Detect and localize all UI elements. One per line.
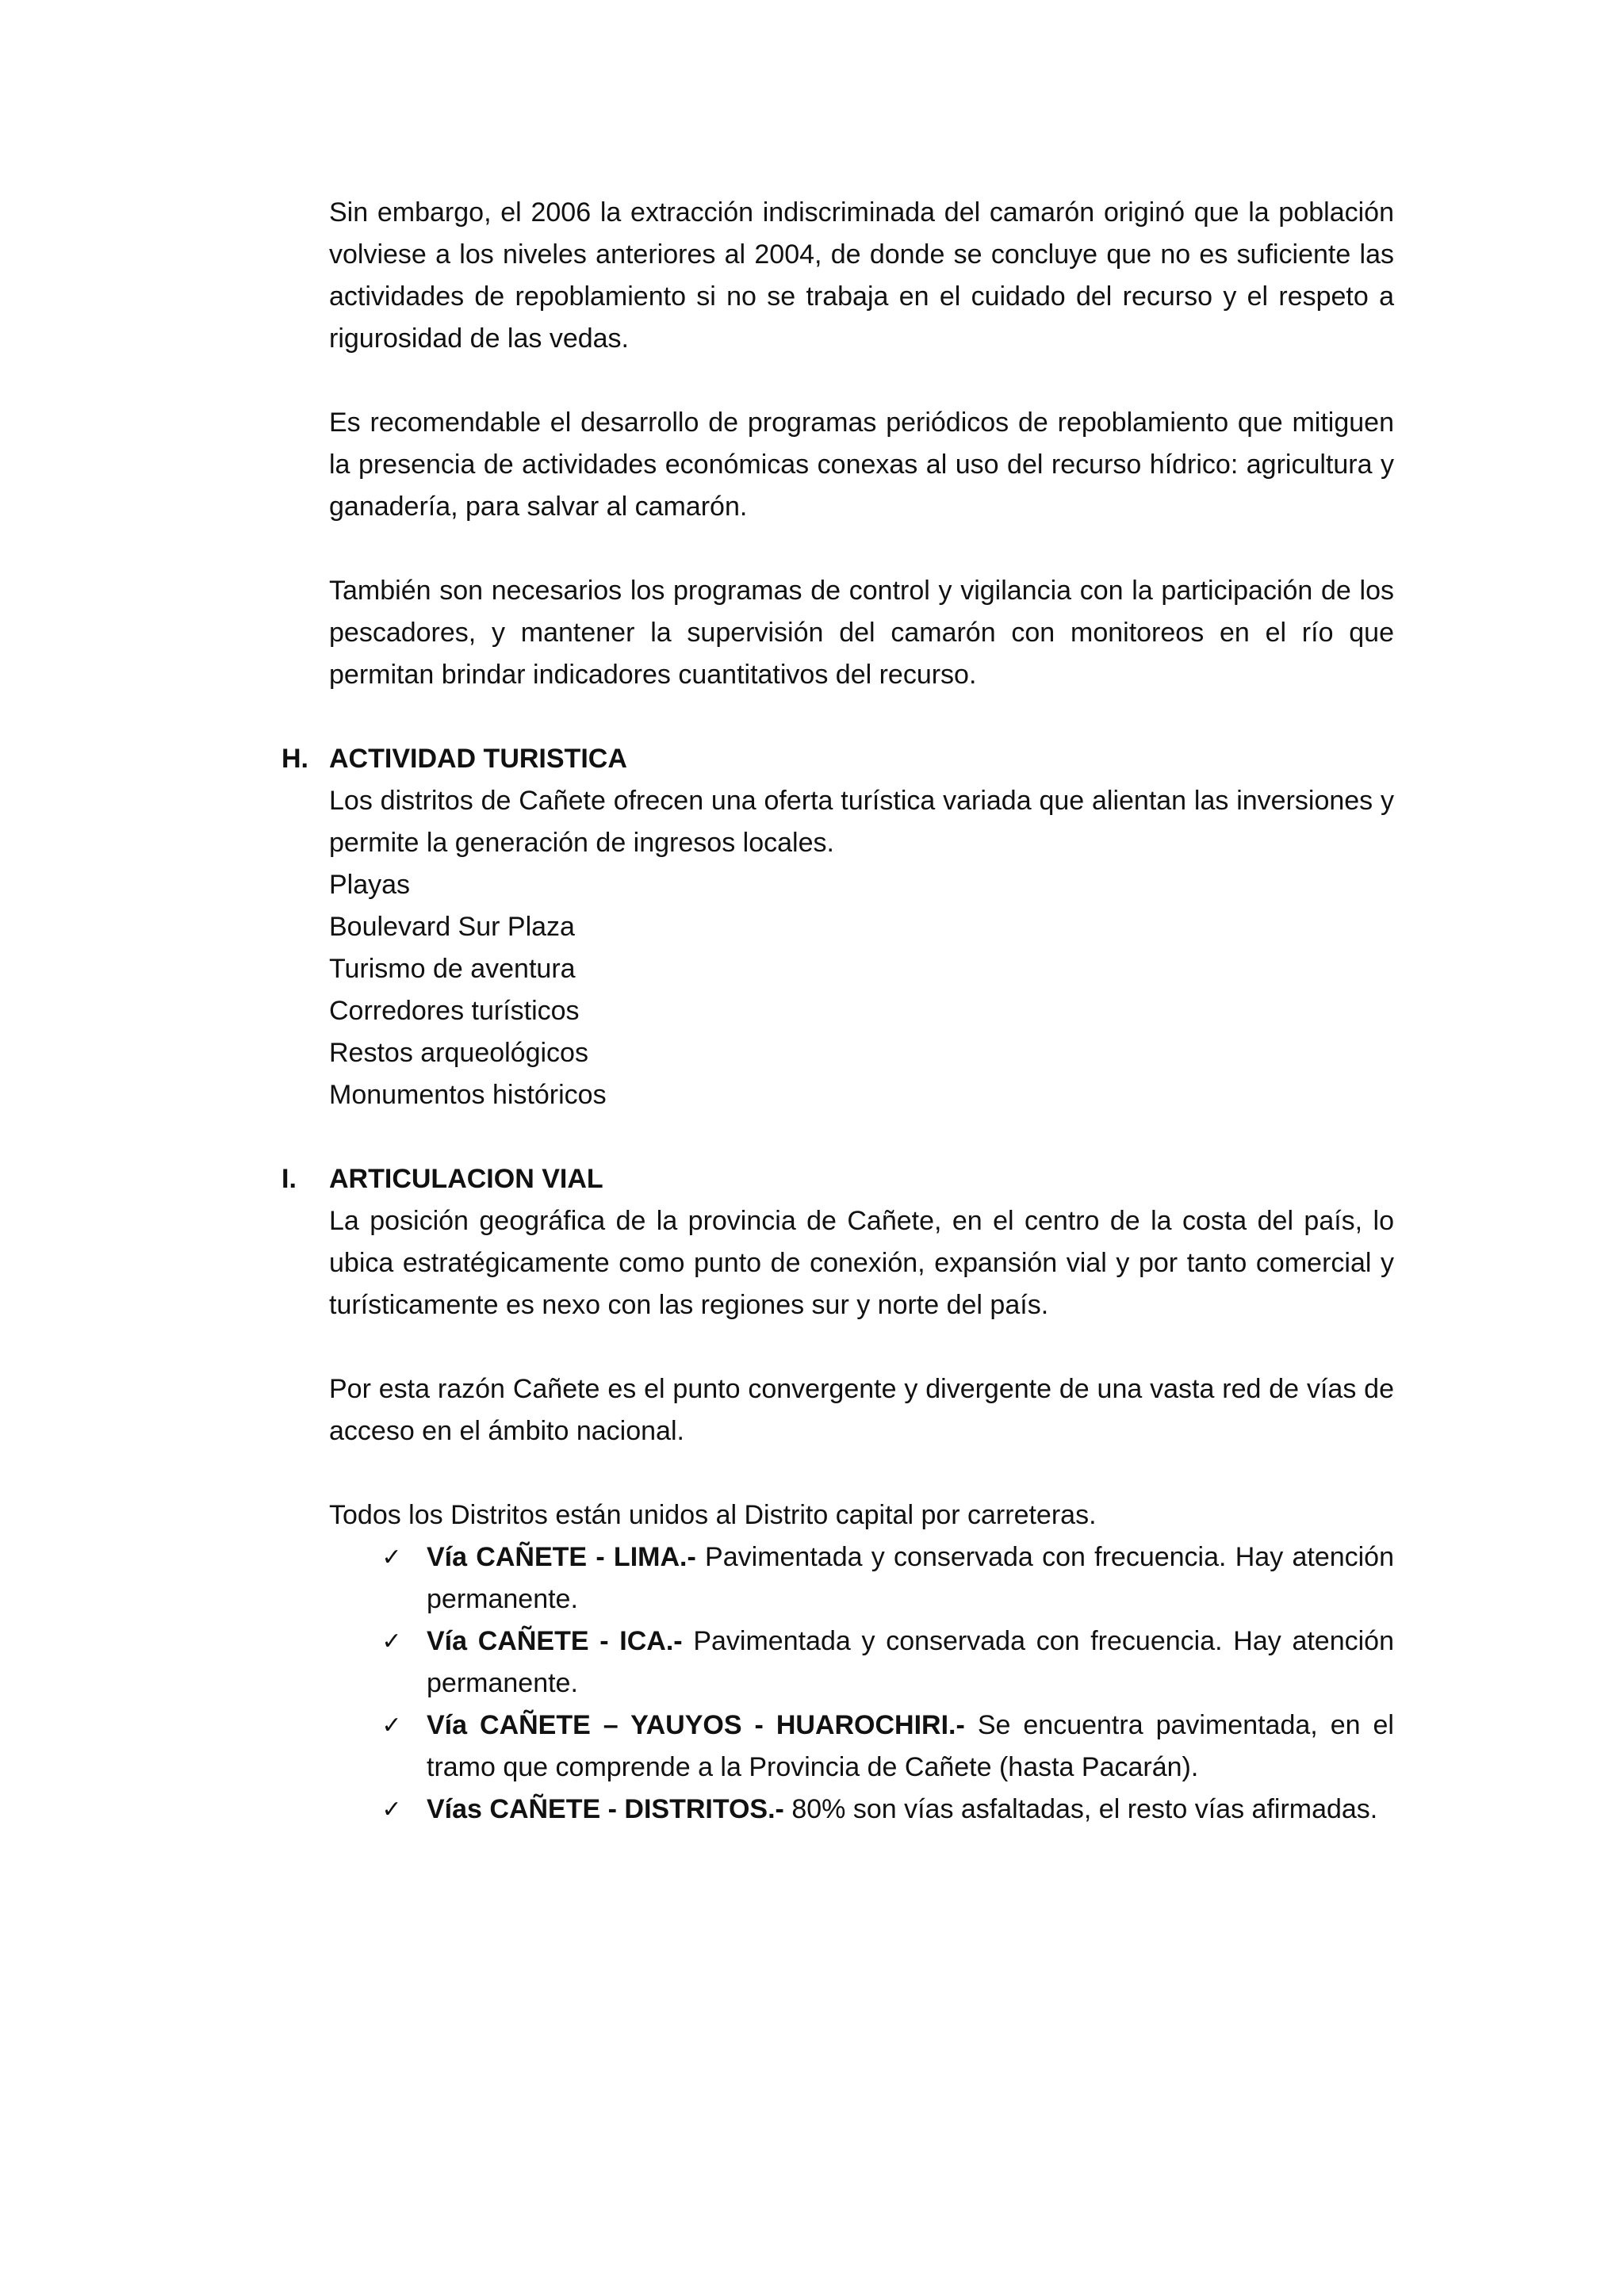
tourism-list: [329, 864, 1394, 1116]
section-i-title: ARTICULACION VIAL: [329, 1164, 603, 1194]
section-i-paragraph-position: La posición geográfica de la provincia de Cañete, en el centro de la costa del país, lo ubica estratégicamente como punto de conexión, expansión vial y por tanto comercial y turísticamente es nexo con las regiones sur y norte del país.: [329, 1206, 1394, 1320]
road-item: [381, 1536, 1395, 1621]
spacer: [329, 1116, 1394, 1158]
road-item: [381, 1789, 1394, 1831]
tourism-item: Turismo de aventura: [329, 954, 576, 984]
road-item-text: Pavimentada y conservada con frecuencia. Hay atención permanente.: [427, 1542, 1395, 1614]
road-item-text: Pavimentada y conservada con frecuencia. Hay atención permanente.: [427, 1626, 1394, 1698]
tourism-item: Corredores turísticos: [329, 996, 580, 1026]
paragraph-shrimp-extraction: Sin embargo, el 2006 la extracción indiscriminada del camarón originó que la población volviese a los niveles anteriores al 2004, de donde se concluye que no es suficiente las actividades de repoblamiento si no se trabaja en el cuidado del recurso y el respeto a rigurosidad de las vedas.: [329, 197, 1394, 354]
tourism-item: Restos arqueológicos: [329, 1038, 588, 1068]
road-item: [381, 1621, 1394, 1705]
section-h-intro: Los distritos de Cañete ofrecen una oferta turística variada que alientan las inversiones y permite la generación de ingresos locales.: [329, 786, 1394, 858]
spacer: [329, 528, 1394, 570]
section-i-letter: I.: [282, 1164, 297, 1194]
road-item-text: Se encuentra pavimentada, en el tramo que comprende a la Provincia de Cañete (hasta Pacarán).: [427, 1710, 1394, 1782]
tourism-item: Monumentos históricos: [329, 1080, 607, 1110]
checkmark-icon: ✓: [381, 1628, 402, 1655]
checkmark-icon: ✓: [381, 1544, 402, 1571]
road-item-lead: Vía CAÑETE – YAUYOS - HUAROCHIRI.-: [427, 1710, 965, 1740]
section-i-heading: [282, 1158, 1394, 1200]
spacer: [329, 696, 1394, 738]
checkmark-icon: ✓: [381, 1712, 402, 1739]
road-item-lead: Vía CAÑETE - ICA.-: [427, 1626, 683, 1656]
road-item-lead: Vía CAÑETE - LIMA.-: [427, 1542, 696, 1572]
road-item-lead: Vías CAÑETE - DISTRITOS.-: [427, 1794, 784, 1824]
tourism-item: Boulevard Sur Plaza: [329, 912, 575, 942]
section-h-title: ACTIVIDAD TURISTICA: [329, 744, 627, 774]
spacer: [329, 1326, 1394, 1368]
checkmark-icon: ✓: [381, 1796, 402, 1823]
spacer: [329, 360, 1394, 402]
roads-checklist: [329, 1536, 1394, 1831]
page-content: [282, 192, 1395, 1831]
road-item: [381, 1705, 1394, 1789]
section-i-paragraph-network: Por esta razón Cañete es el punto convergente y divergente de una vasta red de vías de acceso en el ámbito nacional.: [329, 1374, 1394, 1446]
section-h-heading: [282, 738, 1394, 780]
section-i-paragraph-roads-intro: Todos los Distritos están unidos al Distrito capital por carreteras.: [329, 1500, 1097, 1530]
tourism-item: Playas: [329, 870, 411, 900]
paragraph-repopulation-programs: Es recomendable el desarrollo de programas periódicos de repoblamiento que mitiguen la presencia de actividades económicas conexas al uso del recurso hídrico: agricultura y ganadería, para salvar al camarón.: [329, 408, 1394, 522]
spacer: [329, 1452, 1394, 1494]
section-h-letter: H.: [282, 744, 308, 774]
road-item-text: 80% son vías asfaltadas, el resto vías afirmadas.: [783, 1794, 1378, 1824]
paragraph-control-vigilance: También son necesarios los programas de control y vigilancia con la participación de los pescadores, y mantener la supervisión del camarón con monitoreos en el río que permitan brindar indicadores cuantitativos del recurso.: [329, 576, 1394, 690]
